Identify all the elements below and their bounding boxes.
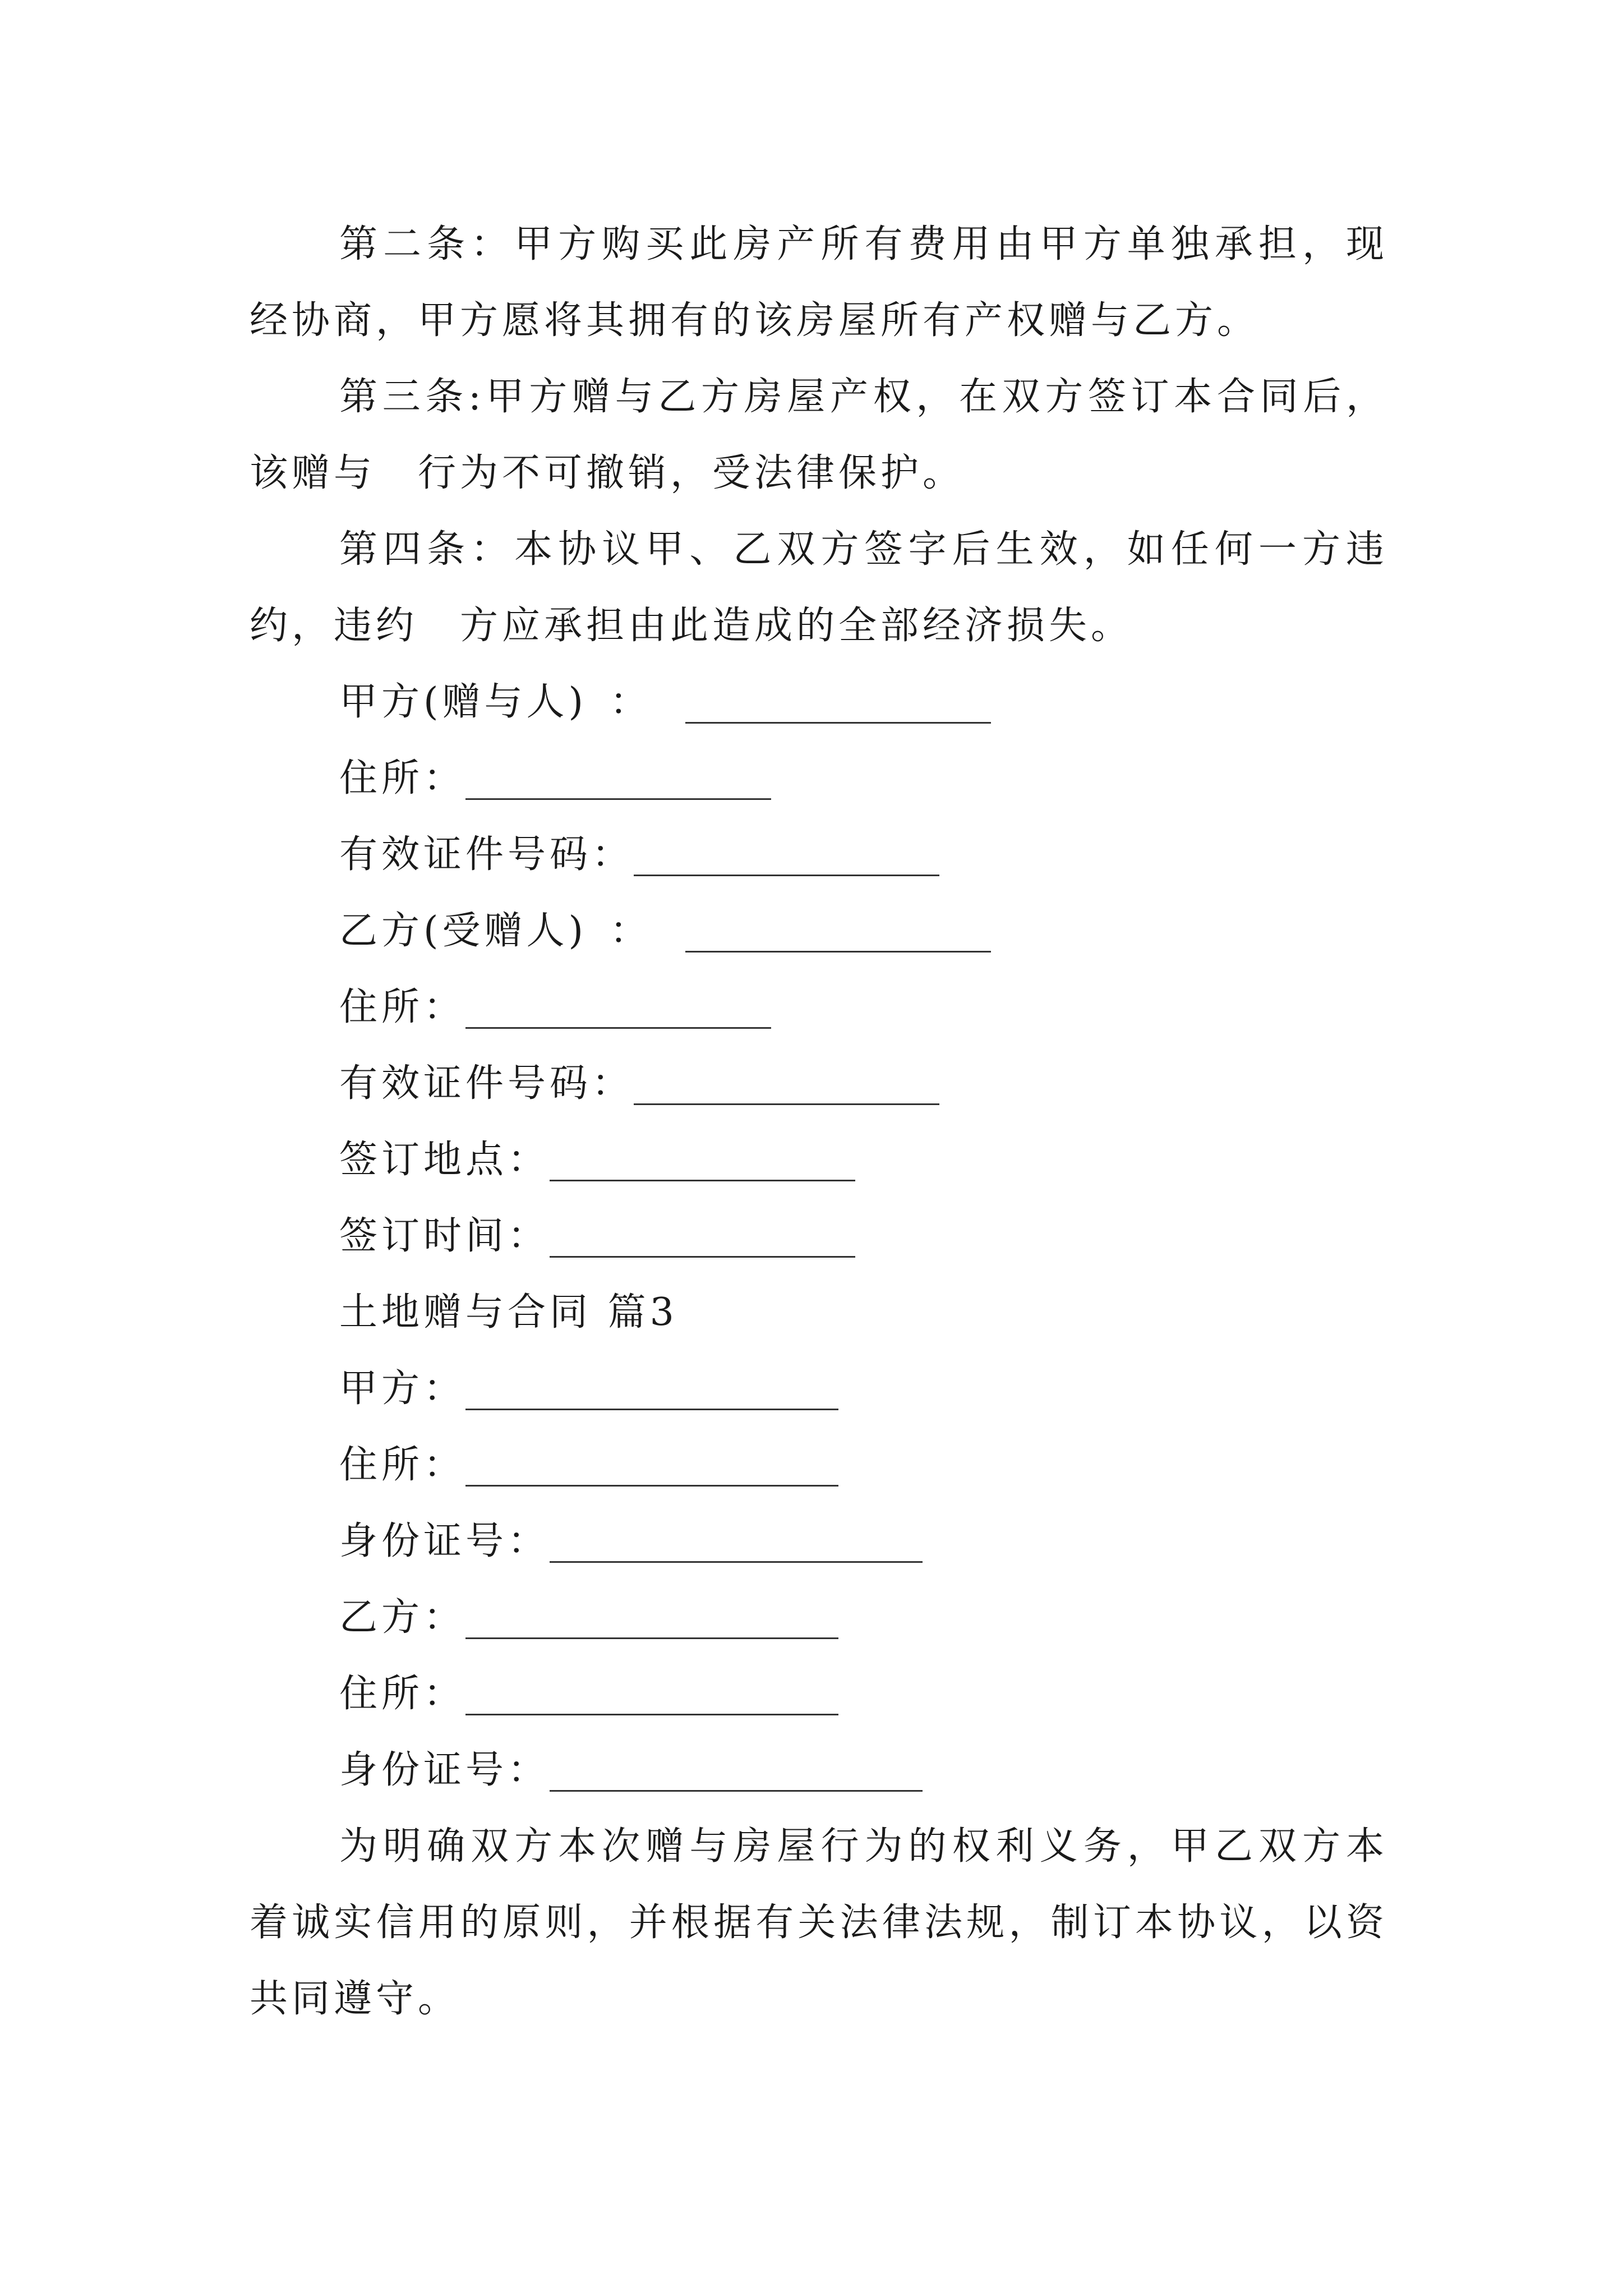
party-b-idcard-line (339, 1732, 923, 1809)
closing-paragraph: 为明确双方本次赠与房屋行为的权利义务，甲乙双方本着诚实信用的原则，并根据有关法律法规，制订本协议，以资共同遵守。 (250, 1824, 1388, 2021)
party-b-id-line (339, 1046, 939, 1122)
party-a-id-blank[interactable] (634, 834, 939, 876)
signing-place-blank[interactable] (550, 1139, 855, 1181)
party-b-address2-line (339, 1656, 838, 1732)
party-a-address2-blank[interactable] (465, 1444, 838, 1487)
signing-time-line (339, 1198, 855, 1274)
party-b-donee-line (339, 893, 991, 969)
section-title: 土地赠与合同 篇3 (339, 1290, 678, 1335)
party-a-address-line (339, 740, 771, 817)
party-a-idcard-blank[interactable] (550, 1521, 923, 1563)
party-a-label: 甲方： (339, 1366, 466, 1411)
party-a-donor-line (339, 664, 991, 740)
party-b-address2-blank[interactable] (465, 1673, 838, 1715)
party-a-idcard-label: 身份证号： (339, 1519, 550, 1563)
party-a-blank[interactable] (465, 1368, 838, 1410)
signing-place-line (339, 1122, 855, 1198)
signing-time-label: 签订时间： (339, 1214, 550, 1258)
article-3-paragraph: 第三条:甲方赠与乙方房屋产权，在双方签订本合同后，该赠与 行为不可撤销，受法律保护。 (250, 375, 1388, 495)
party-b-address-label: 住所： (339, 985, 466, 1029)
party-a-id-label: 有效证件号码： (339, 832, 634, 877)
party-b-donee-label: 乙方(受赠人) (339, 909, 588, 953)
party-b-id-blank[interactable] (634, 1063, 939, 1105)
party-b-donee-blank[interactable] (685, 910, 991, 953)
party-b-id-label: 有效证件号码： (339, 1061, 634, 1106)
section-title-line (339, 1274, 678, 1351)
party-a-address-label: 住所： (339, 756, 466, 800)
party-a-idcard-line (339, 1503, 923, 1580)
party-a-address-blank[interactable] (465, 758, 771, 800)
party-b-idcard-label: 身份证号： (339, 1748, 550, 1792)
party-b-address-line (339, 969, 771, 1046)
party-b-line (339, 1580, 838, 1656)
party-a-line (339, 1351, 838, 1427)
party-b-address2-label: 住所： (339, 1672, 466, 1716)
party-b-address-blank[interactable] (465, 987, 771, 1029)
signing-time-blank[interactable] (550, 1216, 855, 1258)
party-a-id-line (339, 817, 939, 893)
party-b-idcard-blank[interactable] (550, 1750, 923, 1792)
article-4-paragraph: 第四条：本协议甲、乙双方签字后生效，如任何一方违约，违约 方应承担由此造成的全部经济损失。 (250, 527, 1388, 648)
party-a-address2-line (339, 1427, 838, 1503)
party-a-address2-label: 住所： (339, 1443, 466, 1487)
party-b-donee-colon: ： (610, 909, 652, 953)
party-a-donor-colon: ： (610, 680, 652, 724)
party-b-label: 乙方： (339, 1595, 466, 1640)
party-a-donor-label: 甲方(赠与人) (339, 680, 588, 724)
party-b-blank[interactable] (465, 1597, 838, 1639)
article-2-paragraph: 第二条：甲方购买此房产所有费用由甲方单独承担，现经协商，甲方愿将其拥有的该房屋所有产权赠与乙方。 (250, 222, 1388, 343)
signing-place-label: 签订地点： (339, 1138, 550, 1182)
party-a-donor-blank[interactable] (685, 682, 991, 724)
